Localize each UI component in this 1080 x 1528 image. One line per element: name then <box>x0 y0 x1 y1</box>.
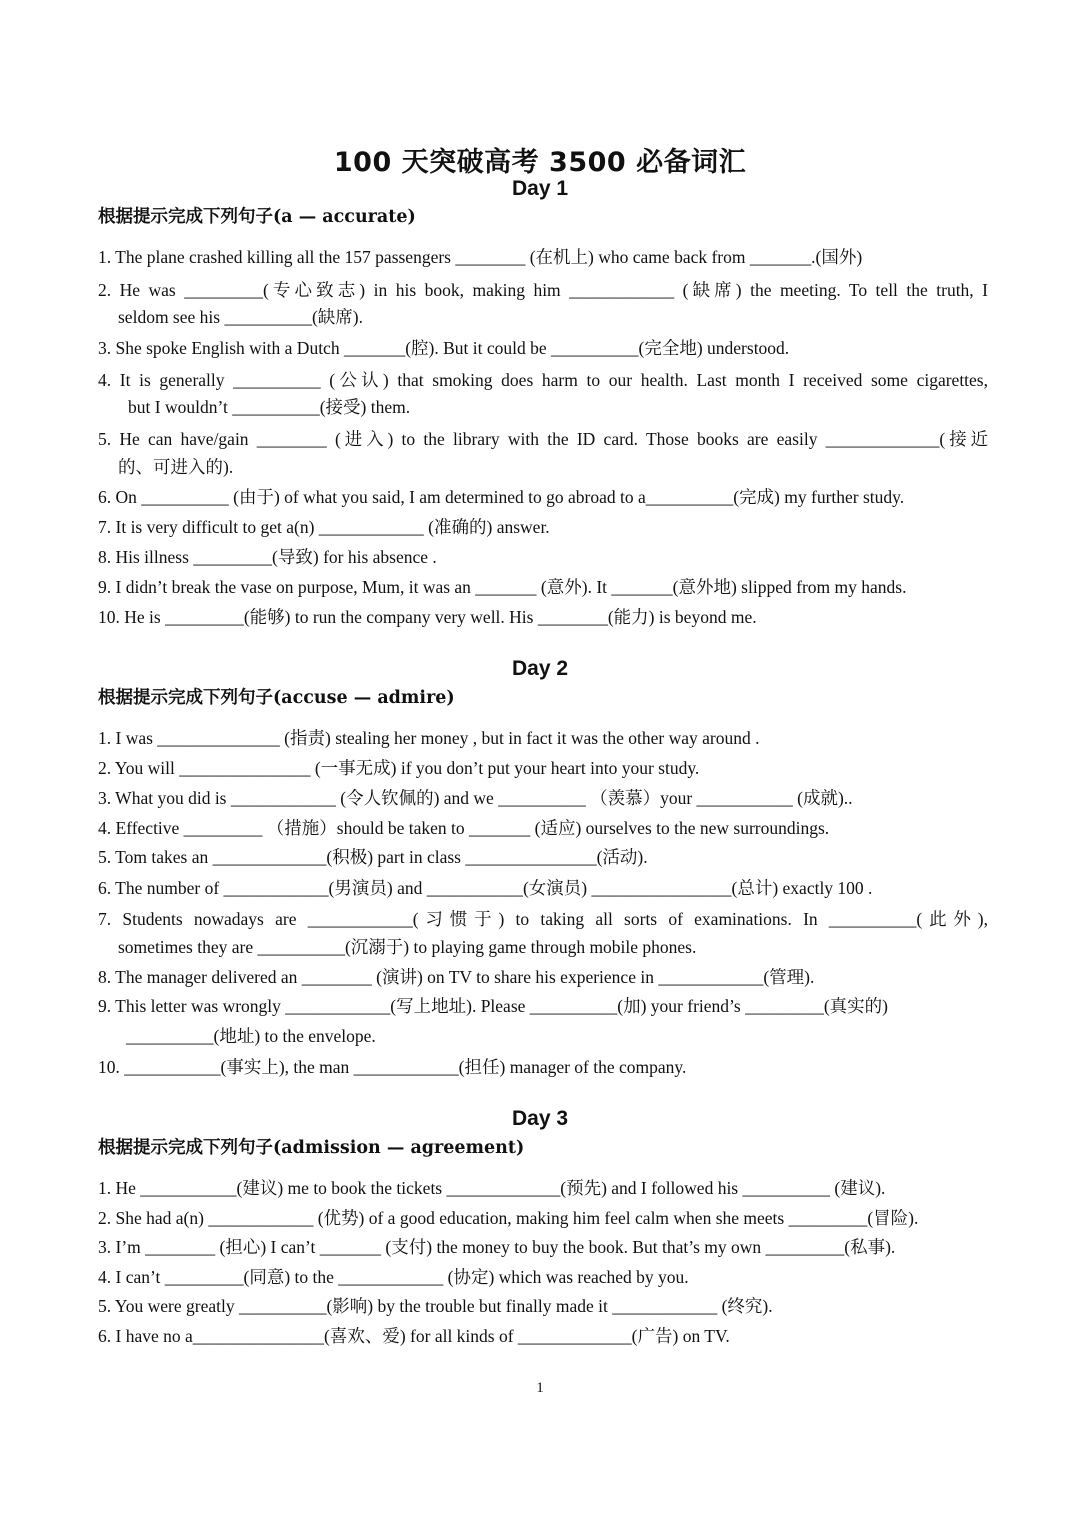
exercise-line: 1. He ___________(建议) me to book the tickets _____________(预先) and I followed his __________ (建议). <box>98 1178 886 1198</box>
exercise-line: 1. The plane crashed killing all the 157 passengers ________ (在机上) who came back from _______.(国外) <box>98 247 863 267</box>
exercise-line: 3. She spoke English with a Dutch _______(腔). But it could be __________(完全地) understood. <box>98 338 790 358</box>
exercise-line: 8. The manager delivered an ________ (演讲) on TV to share his experience in ____________(管理). <box>98 967 815 987</box>
exercise-line: 4. It is generally __________ (公认) that smoking does harm to our health. Last month I received some cigarettes, <box>98 370 988 390</box>
exercise-line: 5. You were greatly __________(影响) by the trouble but finally made it ____________ (终究). <box>98 1296 773 1316</box>
exercise-line-continued: __________(地址) to the envelope. <box>126 1026 376 1046</box>
exercise-line: 6. The number of ____________(男演员) and ___________(女演员) ________________(总计) exactly 100 . <box>98 878 873 898</box>
document-title: 100 天突破高考 3500 必备词汇 <box>333 147 747 178</box>
day-heading: Day 2 <box>511 657 569 680</box>
exercise-line-continued: seldom see his __________(缺席). <box>118 307 363 327</box>
exercise-line: 6. I have no a_______________(喜欢、爱) for all kinds of _____________(广告) on TV. <box>98 1326 730 1346</box>
page-number: 1 <box>536 1380 544 1396</box>
day-instruction: 根据提示完成下列句子(admission — agreement) <box>98 1138 525 1158</box>
exercise-line: 9. I didn’t break the vase on purpose, Mum, it was an _______ (意外). It _______(意外地) slipped from my hands. <box>98 577 907 597</box>
exercise-line: 10. ___________(事实上), the man ____________(担任) manager of the company. <box>98 1057 687 1077</box>
exercise-line: 4. Effective _________ （措施）should be taken to _______ (适应) ourselves to the new surroundings. <box>98 818 830 838</box>
exercise-line: 4. I can’t _________(同意) to the ____________ (协定) which was reached by you. <box>98 1267 689 1287</box>
exercise-line: 3. I’m ________ (担心) I can’t _______ (支付) the money to buy the book. But that’s my own _________(私事). <box>98 1237 896 1257</box>
day-instruction: 根据提示完成下列句子(a — accurate) <box>98 207 416 227</box>
exercise-line: 7. Students nowadays are ____________(习惯于) to taking all sorts of examinations. In __________(此外), <box>98 909 988 929</box>
exercise-line: 7. It is very difficult to get a(n) ____________ (准确的) answer. <box>98 517 550 537</box>
exercise-line: 3. What you did is ____________ (令人钦佩的) and we __________ （羡慕）your ___________ (成就).. <box>98 788 853 808</box>
exercise-line: 2. You will _______________ (一事无成) if you don’t put your heart into your study. <box>98 758 700 778</box>
day-instruction: 根据提示完成下列句子(accuse — admire) <box>98 688 455 708</box>
exercise-line: 1. I was ______________ (指责) stealing her money , but in fact it was the other way around . <box>98 728 760 748</box>
exercise-line-continued: sometimes they are __________(沉溺于) to playing game through mobile phones. <box>118 937 697 957</box>
exercise-line: 2. She had a(n) ____________ (优势) of a good education, making him feel calm when she meets _________(冒险). <box>98 1208 919 1228</box>
exercise-line-continued: 的、可进入的). <box>118 457 234 477</box>
exercise-line: 8. His illness _________(导致) for his absence . <box>98 547 437 567</box>
exercise-line: 2. He was _________(专心致志) in his book, making him ____________ (缺席) the meeting. To tell the truth, I <box>98 280 988 300</box>
exercise-line: 5. He can have/gain ________ (进入) to the library with the ID card. Those books are easily _____________(接近 <box>98 429 988 449</box>
exercise-line: 6. On __________ (由于) of what you said, I am determined to go abroad to a__________(完成) my further study. <box>98 487 905 507</box>
day-heading: Day 1 <box>511 177 569 200</box>
exercise-line-continued: but I wouldn’t __________(接受) them. <box>128 397 411 417</box>
exercise-line: 9. This letter was wrongly ____________(写上地址). Please __________(加) your friend’s _________(真实的) <box>98 996 888 1016</box>
day-heading: Day 3 <box>511 1107 569 1130</box>
exercise-line: 10. He is _________(能够) to run the company very well. His ________(能力) is beyond me. <box>98 607 757 627</box>
exercise-line: 5. Tom takes an _____________(积极) part in class _______________(活动). <box>98 847 648 867</box>
